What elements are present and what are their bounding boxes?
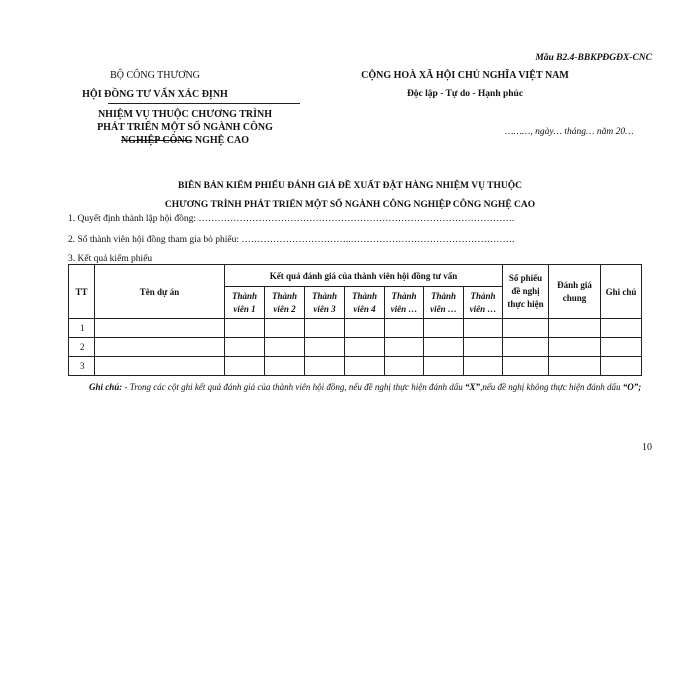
table-cell[interactable] (549, 338, 601, 357)
table-cell[interactable] (305, 357, 345, 376)
row-number: 2 (69, 338, 95, 357)
results-table (68, 264, 642, 376)
table-cell[interactable] (225, 319, 265, 338)
program-line-3-struck: NGHIỆP CÔNG (120, 135, 193, 146)
table-cell[interactable] (601, 338, 642, 357)
table-cell[interactable] (464, 319, 503, 338)
footnote-mark-x: “X” (465, 382, 481, 392)
date-line: ………, ngày… tháng… năm 20… (505, 127, 634, 137)
row-number: 1 (69, 319, 95, 338)
col-header-member: Thành viên … (464, 287, 503, 319)
col-header-project: Tên dự án (95, 265, 225, 319)
table-cell[interactable] (385, 338, 424, 357)
table-cell[interactable] (424, 338, 464, 357)
col-header-member: Thành viên 2 (265, 287, 305, 319)
table-cell[interactable] (503, 357, 549, 376)
document-title-line-2: CHƯƠNG TRÌNH PHÁT TRIỂN MỘT SỐ NGÀNH CÔNG NGHIỆP CÔNG NGHỆ CAO (164, 200, 536, 210)
decision-field: 1. Quyết định thành lập hội đồng: ………………………………………………………………………………………. (68, 214, 515, 224)
footnote (89, 381, 649, 394)
page-number: 10 (642, 442, 652, 453)
table-cell[interactable] (345, 338, 385, 357)
table-cell[interactable] (549, 319, 601, 338)
program-line-1: NHIỆM VỤ THUỘC CHƯƠNG TRÌNH (97, 109, 273, 120)
table-cell[interactable] (549, 357, 601, 376)
form-code: Mẫu B2.4-BBKPĐGĐX-CNC (535, 53, 652, 63)
republic-name: CỘNG HOÀ XÃ HỘI CHỦ NGHĨA VIỆT NAM (361, 70, 569, 81)
table-cell[interactable] (95, 357, 225, 376)
table-cell[interactable] (385, 319, 424, 338)
national-motto: Độc lập - Tự do - Hạnh phúc (406, 89, 524, 99)
table-cell[interactable] (601, 319, 642, 338)
table-row (69, 319, 642, 338)
table-cell[interactable] (385, 357, 424, 376)
results-heading: 3. Kết quả kiểm phiếu (68, 254, 153, 264)
program-line-3 (70, 134, 300, 147)
table-row (69, 357, 642, 376)
ministry-name: BỘ CÔNG THƯƠNG (110, 70, 200, 81)
col-header-member: Thành viên … (424, 287, 464, 319)
table-cell[interactable] (464, 357, 503, 376)
row-number: 3 (69, 357, 95, 376)
table-cell[interactable] (503, 319, 549, 338)
col-header-member: Thành viên 3 (305, 287, 345, 319)
col-header-member-results: Kết quả đánh giá của thành viên hội đồng tư vấn (225, 265, 503, 287)
footnote-text-a: - Trong các cột ghi kết quả đánh giá của thành viên hội đồng, nếu đề nghị thực hiện đánh dấu (122, 382, 466, 392)
col-header-overall: Đánh giá chung (549, 265, 601, 319)
table-cell[interactable] (424, 319, 464, 338)
col-header-member: Thành viên … (385, 287, 424, 319)
col-header-member: Thành viên 1 (225, 287, 265, 319)
document-title-line-1: BIÊN BẢN KIỂM PHIẾU ĐÁNH GIÁ ĐỀ XUẤT ĐẶT HÀNG NHIỆM VỤ THUỘC (178, 181, 522, 191)
table-cell[interactable] (95, 319, 225, 338)
footnote-label: Ghi chú: (89, 382, 123, 392)
table-cell[interactable] (601, 357, 642, 376)
col-header-votes: Số phiếu đề nghị thực hiện (503, 265, 549, 319)
program-line-2: PHÁT TRIỂN MỘT SỐ NGÀNH CÔNG (97, 122, 273, 133)
table-cell[interactable] (95, 338, 225, 357)
footnote-mark-o: “O” (622, 382, 639, 392)
table-cell[interactable] (265, 357, 305, 376)
table-cell[interactable] (225, 338, 265, 357)
table-cell[interactable] (265, 338, 305, 357)
col-header-member: Thành viên 4 (345, 287, 385, 319)
members-count-field: 2. Số thành viên hội đồng tham gia bỏ phiếu: ……………………………..……………………………………………. (68, 235, 515, 245)
table-cell[interactable] (305, 338, 345, 357)
footnote-text-b: ,nếu đề nghị không thực hiện đánh dấu (480, 382, 623, 392)
footnote-text-c: ; (638, 382, 642, 392)
table-cell[interactable] (345, 357, 385, 376)
table-cell[interactable] (424, 357, 464, 376)
col-header-tt: TT (69, 265, 95, 319)
table-cell[interactable] (305, 319, 345, 338)
table-cell[interactable] (503, 338, 549, 357)
program-name (70, 108, 300, 147)
table-cell[interactable] (464, 338, 503, 357)
col-header-note: Ghi chú (601, 265, 642, 319)
council-name: HỘI ĐỒNG TƯ VẤN XÁC ĐỊNH (82, 89, 228, 100)
council-underline (108, 103, 300, 104)
table-row (69, 338, 642, 357)
program-line-3-rest: NGHỆ CAO (192, 135, 250, 146)
table-cell[interactable] (225, 357, 265, 376)
table-cell[interactable] (345, 319, 385, 338)
table-cell[interactable] (265, 319, 305, 338)
